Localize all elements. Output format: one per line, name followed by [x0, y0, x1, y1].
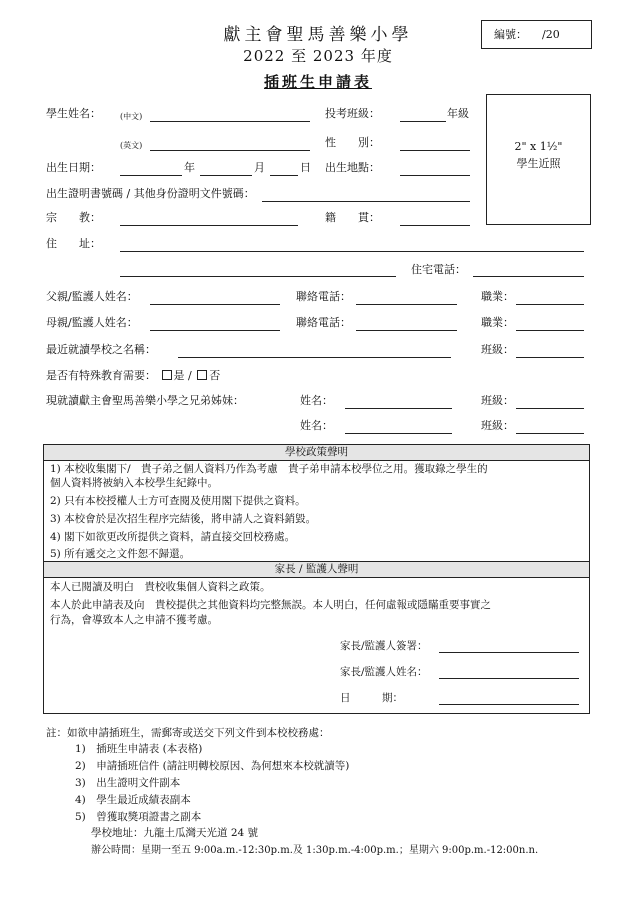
- address-label: 住 址：: [46, 237, 101, 250]
- note-item-5: 5) 曾獲取獎項證書之副本: [75, 811, 202, 823]
- father-occupation-line[interactable]: [516, 304, 584, 305]
- apply-class-label: 投考班級：: [325, 107, 380, 120]
- parent-decl-line-3: 行為，會導致本人之申請不獲考慮。: [50, 614, 218, 626]
- mother-occupation-label: 職業：: [481, 316, 514, 329]
- parent-heading: 家長 / 監護人聲明: [274, 563, 359, 575]
- gender-line[interactable]: [400, 150, 470, 151]
- dob-day-line[interactable]: [270, 175, 298, 176]
- note-item-4: 4) 學生最近成績表副本: [75, 794, 191, 806]
- yes-label: 是: [173, 369, 185, 382]
- sibling2-name-line[interactable]: [345, 433, 452, 434]
- mother-phone-line[interactable]: [356, 330, 457, 331]
- mother-name-line[interactable]: [150, 330, 280, 331]
- id-number-line[interactable]: [262, 201, 470, 202]
- last-school-label: 最近就讀學校之名稱：: [46, 343, 156, 356]
- declaration-box: [43, 444, 590, 714]
- policy-item-1b: 個人資料將被納入本校學生紀錄中。: [50, 477, 218, 489]
- no-label: 否: [209, 369, 221, 382]
- student-name-chinese-line[interactable]: [150, 121, 310, 122]
- grade-label: 年級: [447, 107, 469, 120]
- sibling2-class-label: 班級：: [481, 419, 514, 432]
- signature-line[interactable]: [439, 652, 579, 653]
- special-needs-row: 是否有特殊教育需要： 是 / 否: [46, 369, 221, 382]
- religion-label: 宗 教：: [46, 211, 101, 224]
- no-checkbox[interactable]: [197, 370, 207, 380]
- last-school-line[interactable]: [178, 357, 451, 358]
- policy-item-2: 2) 只有本校授權人士方可查閱及使用閣下提供之資料。: [50, 495, 306, 507]
- apply-class-line[interactable]: [400, 121, 446, 122]
- policy-item-5: 5) 所有遞交之文件恕不歸還。: [50, 548, 191, 560]
- parent-decl-line-1: 本人已閱讀及明白 貴校收集個人資料之政策。: [50, 581, 271, 593]
- policy-heading: 學校政策聲明: [285, 446, 348, 458]
- serial-label: 編號：: [494, 28, 527, 41]
- date-label: 日 期：: [340, 692, 403, 704]
- student-name-label: 學生姓名：: [46, 107, 101, 120]
- yes-checkbox[interactable]: [162, 370, 172, 380]
- english-label: (英文): [120, 141, 143, 150]
- birthplace-line[interactable]: [400, 175, 470, 176]
- father-occupation-label: 職業：: [481, 290, 514, 303]
- day-label: 日: [300, 161, 311, 174]
- serial-value: /20: [542, 28, 560, 41]
- address-line-2[interactable]: [120, 276, 396, 277]
- mother-label: 母親/監護人姓名：: [46, 316, 138, 329]
- special-needs-label: 是否有特殊教育需要：: [46, 369, 156, 382]
- policy-heading-bar: [44, 445, 589, 461]
- date-line[interactable]: [439, 704, 579, 705]
- month-label: 月: [254, 161, 265, 174]
- birthplace-label: 出生地點：: [325, 161, 380, 174]
- father-phone-line[interactable]: [356, 304, 457, 305]
- office-hours: 辦公時間：星期一至五 9:00a.m.-12:30p.m.及 1:30p.m.-4:00p.m.；星期六 9:00p.m.-12:00n.n.: [91, 845, 539, 856]
- year-label: 年: [184, 161, 195, 174]
- address-line-1[interactable]: [120, 251, 584, 252]
- parent-name-label: 家長/監護人姓名：: [340, 666, 428, 678]
- sibling2-class-line[interactable]: [516, 433, 584, 434]
- photo-label: 學生近照: [516, 157, 561, 170]
- school-name: 獻主會聖馬善樂小學: [223, 25, 413, 45]
- mother-phone-label: 聯絡電話：: [296, 316, 351, 329]
- last-class-label: 班級：: [481, 343, 514, 356]
- school-year: 2022 至 2023 年度: [243, 47, 393, 65]
- home-phone-line[interactable]: [473, 276, 584, 277]
- policy-item-1: 1) 本校收集閣下/ 貴子弟之個人資料乃作為考慮 貴子弟申請本校學位之用。獲取錄之學生的: [50, 463, 488, 475]
- religion-line[interactable]: [120, 225, 298, 226]
- father-label: 父親/監護人姓名：: [46, 290, 138, 303]
- chinese-label: (中文): [120, 112, 143, 121]
- sibling2-name-label: 姓名：: [300, 419, 333, 432]
- note-item-1: 1) 插班生申請表 (本表格): [75, 743, 203, 755]
- dob-month-line[interactable]: [200, 175, 252, 176]
- sibling1-class-line[interactable]: [516, 408, 584, 409]
- form-title: 插班生申請表: [263, 73, 372, 91]
- parent-heading-bar: [44, 561, 589, 578]
- note-item-3: 3) 出生證明文件副本: [75, 777, 181, 789]
- gender-label: 性 別：: [325, 136, 380, 149]
- father-phone-label: 聯絡電話：: [296, 290, 351, 303]
- serial-number-box[interactable]: [481, 20, 592, 49]
- dob-year-line[interactable]: [120, 175, 182, 176]
- father-name-line[interactable]: [150, 304, 280, 305]
- photo-size: 2" x 1½": [514, 140, 563, 153]
- school-address: 學校地址：九龍土瓜灣天光道 24 號: [91, 827, 259, 839]
- note-item-2: 2) 申請插班信件 (請註明轉校原因、為何想來本校就讀等): [75, 760, 350, 772]
- dob-label: 出生日期：: [46, 161, 101, 174]
- student-name-english-line[interactable]: [150, 150, 310, 151]
- parent-decl-line-2: 本人於此申請表及向 貴校提供之其他資料均完整無誤。本人明白，任何虛報或隱瞞重要事實之: [50, 599, 491, 611]
- notes-intro: 註：如欲申請插班生，需郵寄或送交下列文件到本校校務處：: [46, 727, 330, 739]
- policy-item-4: 4) 閣下如欲更改所提供之資料，請直接交回校務處。: [50, 531, 296, 543]
- id-number-label: 出生證明書號碼 / 其他身份證明文件號碼：: [46, 187, 255, 200]
- mother-occupation-line[interactable]: [516, 330, 584, 331]
- sibling1-name-label: 姓名：: [300, 394, 333, 407]
- sibling1-name-line[interactable]: [345, 408, 452, 409]
- home-phone-label: 住宅電話：: [411, 263, 466, 276]
- signature-label: 家長/監護人簽署：: [340, 640, 428, 652]
- photo-box[interactable]: [486, 94, 591, 225]
- sibling1-class-label: 班級：: [481, 394, 514, 407]
- last-class-line[interactable]: [516, 357, 584, 358]
- siblings-label: 現就讀獻主會聖馬善樂小學之兄弟姊妹：: [46, 394, 244, 407]
- parent-name-line[interactable]: [439, 678, 579, 679]
- native-place-label: 籍 貫：: [325, 211, 380, 224]
- native-place-line[interactable]: [400, 225, 470, 226]
- policy-item-3: 3) 本校會於是次招生程序完結後，將申請人之資料銷毀。: [50, 513, 317, 525]
